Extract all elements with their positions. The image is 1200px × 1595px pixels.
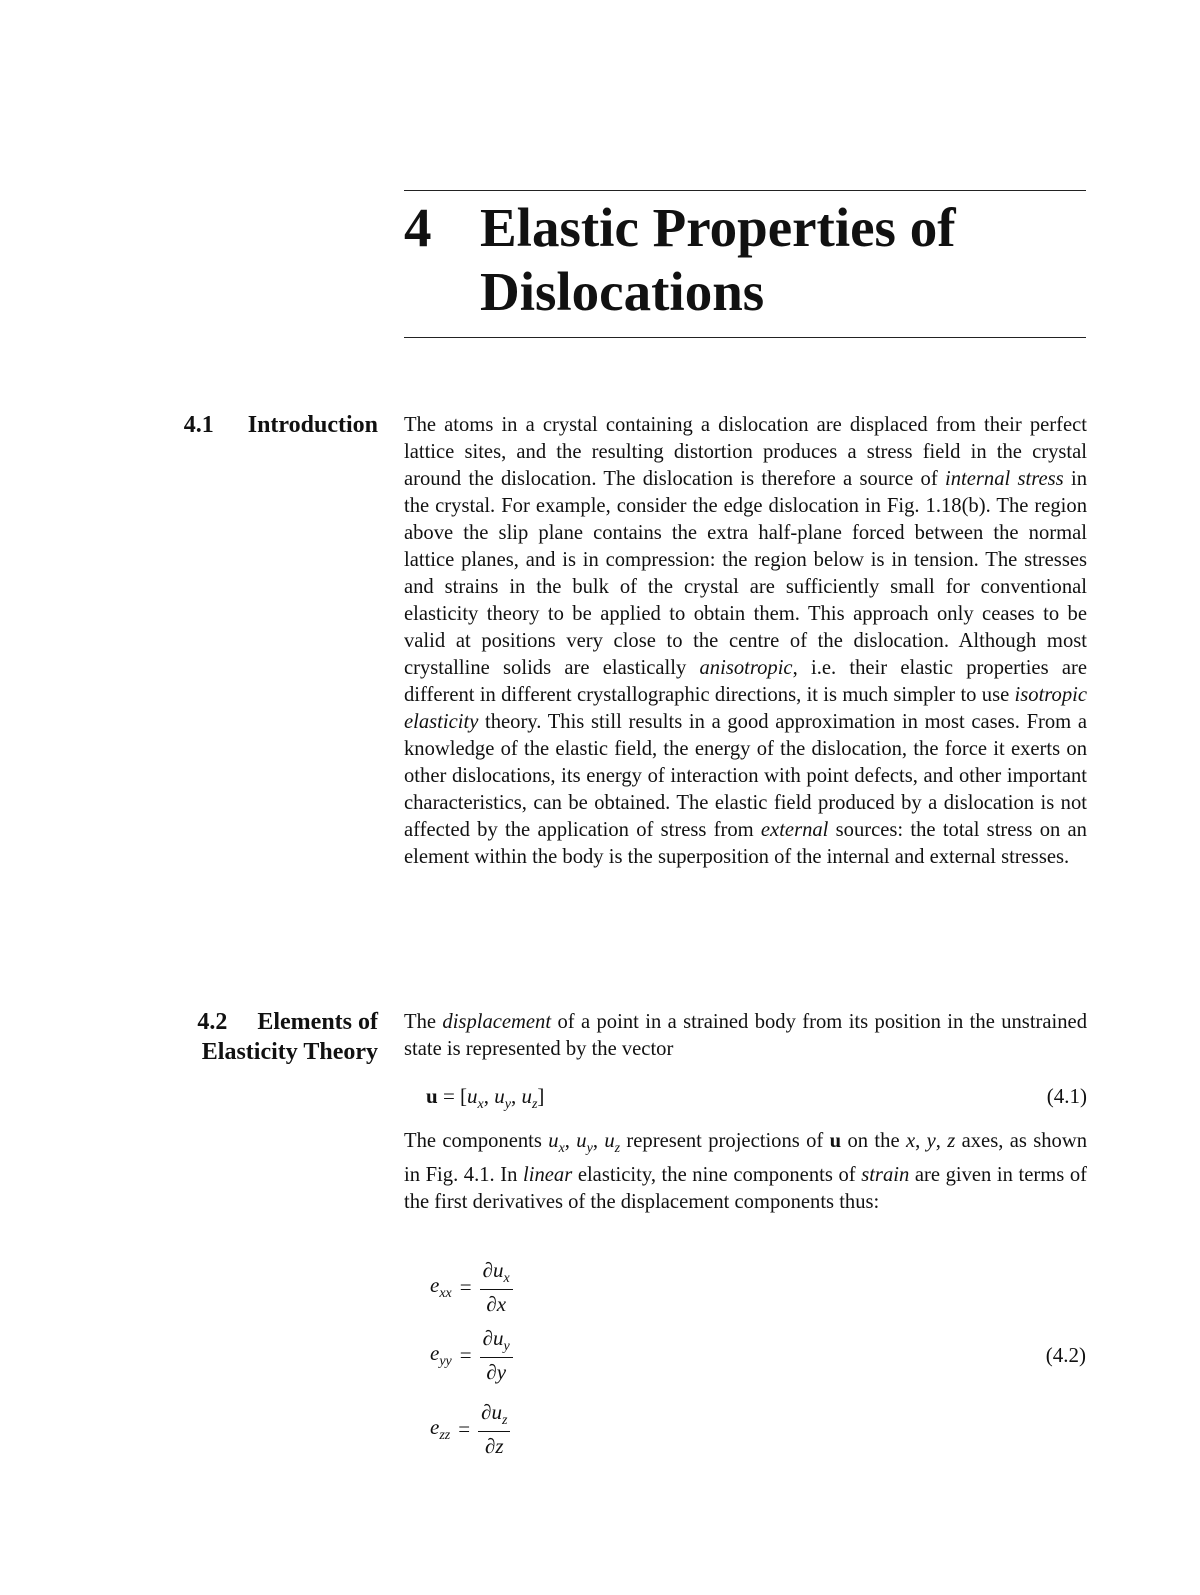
bottom-rule xyxy=(404,337,1086,338)
emphasis-linear: linear xyxy=(523,1164,573,1187)
emphasis-anisotropic: anisotropic xyxy=(699,657,793,679)
section-title: Introduction xyxy=(247,412,378,438)
strain-paragraph: The components $u_x$, $u_y$, $u_z$ represent projections of u on the x, y, z axes, as shown in Fig. 4.1. In linear elasticity, the nine components of strain are given in terms of the first derivatives of the displacement components thus: xyxy=(404,1130,1088,1214)
section-heading-4-2 xyxy=(148,1007,378,1067)
emphasis-isotropic-elasticity: isotropic elasticity xyxy=(404,684,1087,733)
section-number: 4.2 xyxy=(197,1009,228,1035)
equation-4-2-row-zz: $e_{zz}$ = $\frac{\partial u_z}{\partial z}$ xyxy=(430,1400,510,1459)
chapter-title-text: Elastic Properties of Dislocations xyxy=(480,197,956,322)
section-heading-4-1 xyxy=(148,410,378,440)
chapter-title xyxy=(404,196,1040,324)
emphasis-displacement: displacement xyxy=(442,1011,552,1033)
top-rule xyxy=(404,190,1086,191)
section-title-line2: Elasticity Theory xyxy=(201,1039,378,1065)
equation-number: (4.2) xyxy=(1045,1343,1086,1367)
equation-number: (4.1) xyxy=(1046,1084,1087,1108)
equation-4-2-row-yy: $e_{yy}$ = $\frac{\partial u_y}{\partial y}$ xyxy=(430,1326,513,1385)
emphasis-internal-stress: internal stress xyxy=(945,468,1064,490)
section-title-line1: Elements of xyxy=(257,1009,378,1035)
intro-paragraph: The atoms in a crystal containing a dislocation are displaced from their perfect lattice sites, and the resulting distortion produces a stress field in the crystal around the dislocation. The dislocation is therefore a source of internal stress in the crystal. For example, consider the edge dislocation in Fig. 1.18(b). The region above the slip plane contains the extra half-plane forced between the normal lattice planes, and is in compression: the region below is in tension. The stresses and strains in the bulk of the crystal are sufficiently small for conventional elasticity theory to be applied to obtain them. This approach only ceases to be valid at positions very close to the centre of the dislocation. Although most crystalline solids are elastically anisotropic, i.e. their elastic properties are different in different crystallographic directions, it is much simpler to use isotropic elasticity theory. This still results in a good approximation in most cases. From a knowledge of the elastic field, the energy of the dislocation, the force it exerts on other dislocations, its energy of interaction with point defects, and other important characteristics, can be obtained. The elastic field produced by a dislocation is not affected by the application of stress from external sources: the total stress on an element within the body is the superposition of the internal and external stresses. xyxy=(404,414,1087,868)
equation-4-2-row-xx: $e_{xx}$ = $\frac{\partial u_x}{\partial x}$ xyxy=(430,1258,513,1317)
chapter-number: 4 xyxy=(404,197,432,258)
section-number: 4.1 xyxy=(183,412,214,438)
emphasis-external: external xyxy=(760,819,829,841)
equation-4-1: $u = [u_x$, $u_y$, $u_z$] (4.1) xyxy=(426,1084,1087,1113)
emphasis-strain: strain xyxy=(861,1164,910,1187)
displacement-paragraph: The displacement of a point in a strained body from its position in the unstrained state is represented by the vector xyxy=(404,1011,1087,1060)
